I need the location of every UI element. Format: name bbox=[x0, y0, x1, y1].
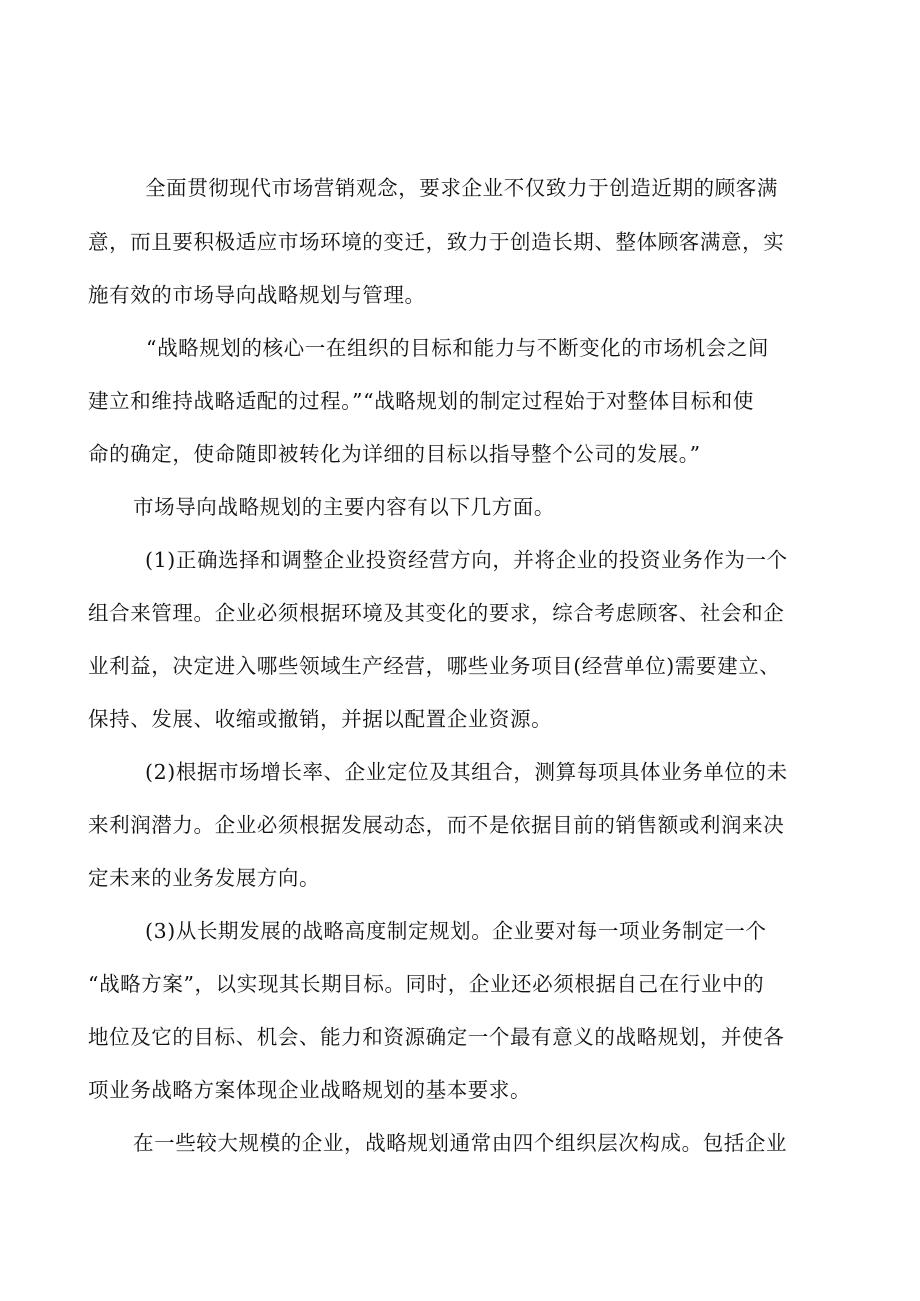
p5-line-3: 定未来的业务发展方向。 bbox=[88, 866, 321, 890]
p4-line-2: 组合来管理。企业必须根据环境及其变化的要求，综合考虑顾客、社会和企 bbox=[88, 601, 785, 625]
p5-line-1: (2)根据市场增长率、企业定位及其组合，测算每项具体业务单位的未 bbox=[145, 760, 788, 784]
p6-line-2: “战略方案”，以实现其长期目标。同时，企业还必须根据自己在行业中的 bbox=[88, 972, 765, 996]
p2-line-3: 命的确定，使命随即被转化为详细的目标以指导整个公司的发展。” bbox=[88, 442, 701, 466]
p4-line-1: (1)正确选择和调整企业投资经营方向，并将企业的投资业务作为一个 bbox=[145, 548, 788, 572]
p5-line-2: 来利润潜力。企业必须根据发展动态，而不是依据目前的销售额或利润来决 bbox=[88, 813, 785, 837]
p3-line-1: 市场导向战略规划的主要内容有以下几方面。 bbox=[133, 495, 555, 519]
p6-line-3: 地位及它的目标、机会、能力和资源确定一个最有意义的战略规划，并使各 bbox=[88, 1025, 785, 1049]
p1-line-2: 意，而且要积极适应市场环境的变迁，致力于创造长期、整体顾客满意，实 bbox=[88, 230, 785, 254]
p6-line-1: (3)从长期发展的战略高度制定规划。企业要对每一项业务制定一个 bbox=[145, 919, 767, 943]
p2-line-1: “战略规划的核心一在组织的目标和能力与不断变化的市场机会之间 bbox=[146, 336, 769, 360]
p4-line-4: 保持、发展、收缩或撤销，并据以配置企业资源。 bbox=[88, 707, 553, 731]
p7-line-1: 在一些较大规模的企业，战略规划通常由四个组织层次构成。包括企业 bbox=[133, 1131, 788, 1155]
p1-line-1: 全面贯彻现代市场营销观念，要求企业不仅致力于创造近期的顾客满 bbox=[145, 176, 778, 200]
p4-line-3: 业利益，决定进入哪些领域生产经营，哪些业务项目(经营单位)需要建立、 bbox=[88, 654, 781, 678]
p1-line-3: 施有效的市场导向战略规划与管理。 bbox=[88, 283, 426, 307]
p6-line-4: 项业务战略方案体现企业战略规划的基本要求。 bbox=[88, 1078, 532, 1102]
p2-line-2: 建立和维持战略适配的过程。”“战略规划的制定过程始于对整体目标和使 bbox=[88, 389, 755, 413]
